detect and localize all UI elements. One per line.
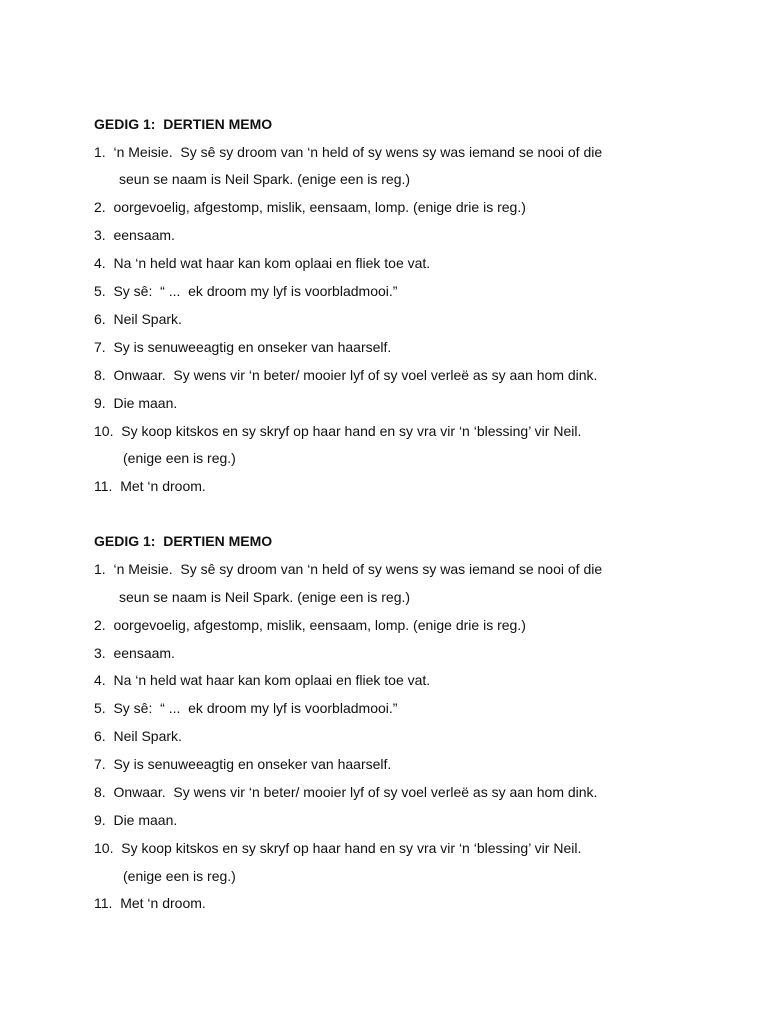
answer-11: 11. Met ‘n droom. — [94, 895, 206, 911]
answer-9: 9. Die maan. — [94, 395, 178, 411]
answer-10: 10. Sy koop kitskos en sy skryf op haar hand en sy vra vir ‘n ‘blessing’ vir Neil. — [94, 840, 582, 856]
answer-2: 2. oorgevoelig, afgestomp, mislik, eensaam, lomp. (enige drie is reg.) — [94, 617, 526, 633]
answer-1-continued: seun se naam is Neil Spark. (enige een is reg.) — [119, 589, 411, 605]
answer-10-continued: (enige een is reg.) — [123, 450, 236, 466]
answer-8: 8. Onwaar. Sy wens vir ‘n beter/ mooier lyf of sy voel verleë as sy aan hom dink. — [94, 367, 598, 383]
answer-11: 11. Met ‘n droom. — [94, 478, 206, 494]
memo-heading: GEDIG 1: DERTIEN MEMO — [94, 533, 273, 549]
answer-4: 4. Na ‘n held wat haar kan kom oplaai en fliek toe vat. — [94, 672, 431, 688]
answer-2: 2. oorgevoelig, afgestomp, mislik, eensaam, lomp. (enige drie is reg.) — [94, 199, 526, 215]
memo-heading: GEDIG 1: DERTIEN MEMO — [94, 116, 273, 132]
answer-8: 8. Onwaar. Sy wens vir ‘n beter/ mooier lyf of sy voel verleë as sy aan hom dink. — [94, 784, 598, 800]
answer-10-continued: (enige een is reg.) — [123, 868, 236, 884]
answer-10: 10. Sy koop kitskos en sy skryf op haar hand en sy vra vir ‘n ‘blessing’ vir Neil. — [94, 423, 582, 439]
answer-3: 3. eensaam. — [94, 227, 175, 243]
answer-7: 7. Sy is senuweeagtig en onseker van haarself. — [94, 339, 392, 355]
answer-5: 5. Sy sê: “ ... ek droom my lyf is voorbladmooi.” — [94, 700, 398, 716]
answer-4: 4. Na ‘n held wat haar kan kom oplaai en fliek toe vat. — [94, 255, 431, 271]
answer-7: 7. Sy is senuweeagtig en onseker van haarself. — [94, 756, 392, 772]
answer-9: 9. Die maan. — [94, 812, 178, 828]
answer-1: 1. ‘n Meisie. Sy sê sy droom van ‘n held of sy wens sy was iemand se nooi of die — [94, 144, 603, 160]
answer-3: 3. eensaam. — [94, 645, 175, 661]
answer-6: 6. Neil Spark. — [94, 311, 182, 327]
answer-6: 6. Neil Spark. — [94, 728, 182, 744]
answer-1: 1. ‘n Meisie. Sy sê sy droom van ‘n held of sy wens sy was iemand se nooi of die — [94, 561, 603, 577]
answer-1-continued: seun se naam is Neil Spark. (enige een is reg.) — [119, 171, 411, 187]
answer-5: 5. Sy sê: “ ... ek droom my lyf is voorbladmooi.” — [94, 283, 398, 299]
